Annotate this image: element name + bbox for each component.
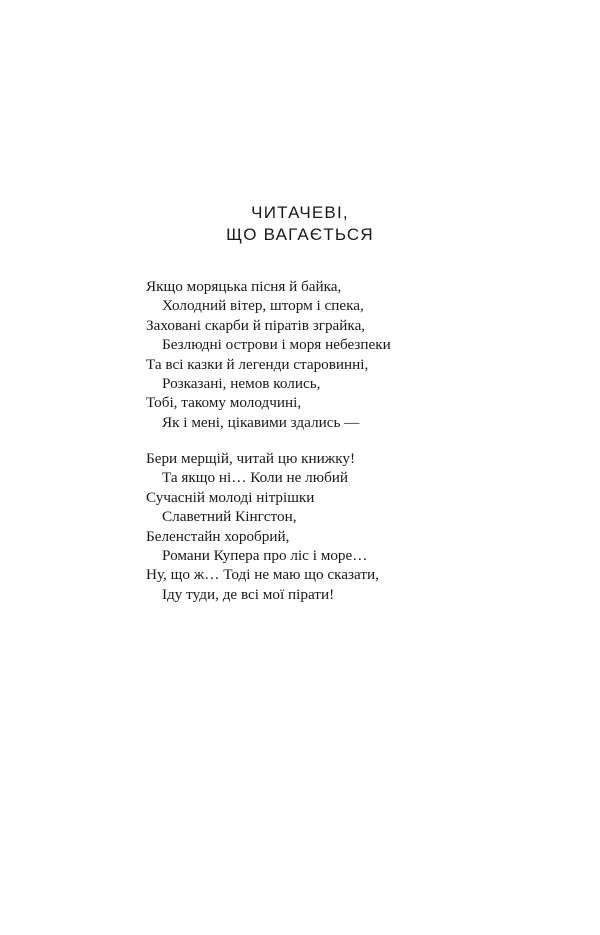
poem-line: Романи Купера про ліс і море… xyxy=(162,546,368,564)
poem-title-line-2: ЩО ВАГАЄТЬСЯ xyxy=(226,225,374,244)
poem-line: Бери мерщій, читай цю книжку! xyxy=(146,450,356,467)
poem-line: Як і мені, цікавими здались — xyxy=(162,413,360,431)
poem-line: Та всі казки й легенди старовинні, xyxy=(146,355,369,373)
poem-line: Ну, що ж… Тоді не маю що сказати, xyxy=(146,566,379,584)
poem-line: Якщо моряцька пісня й байка, xyxy=(146,278,342,295)
poem-line: Славетний Кінгстон, xyxy=(162,508,297,526)
poem-line: Та якщо ні… Коли не любий xyxy=(162,469,349,487)
poem-line: Іду туди, де всі мої пірати! xyxy=(162,585,335,603)
stanza-1 xyxy=(146,277,446,432)
poem-title-line-1: ЧИТАЧЕВІ, xyxy=(251,203,349,222)
stanza-2 xyxy=(146,449,446,604)
poem-line: Холодний вітер, шторм і спека, xyxy=(162,297,364,315)
poem-line: Беленстайн хоробрий, xyxy=(146,527,290,545)
poem-line: Безлюдні острови і моря небезпеки xyxy=(162,336,391,354)
poem-line: Розказані, немов колись, xyxy=(162,374,321,392)
poem-line: Тобі, такому молодчині, xyxy=(146,394,302,412)
poem-line: Сучасній молоді нітрішки xyxy=(146,488,315,506)
poem-line: Заховані скарби й піратів зграйка, xyxy=(146,316,366,334)
